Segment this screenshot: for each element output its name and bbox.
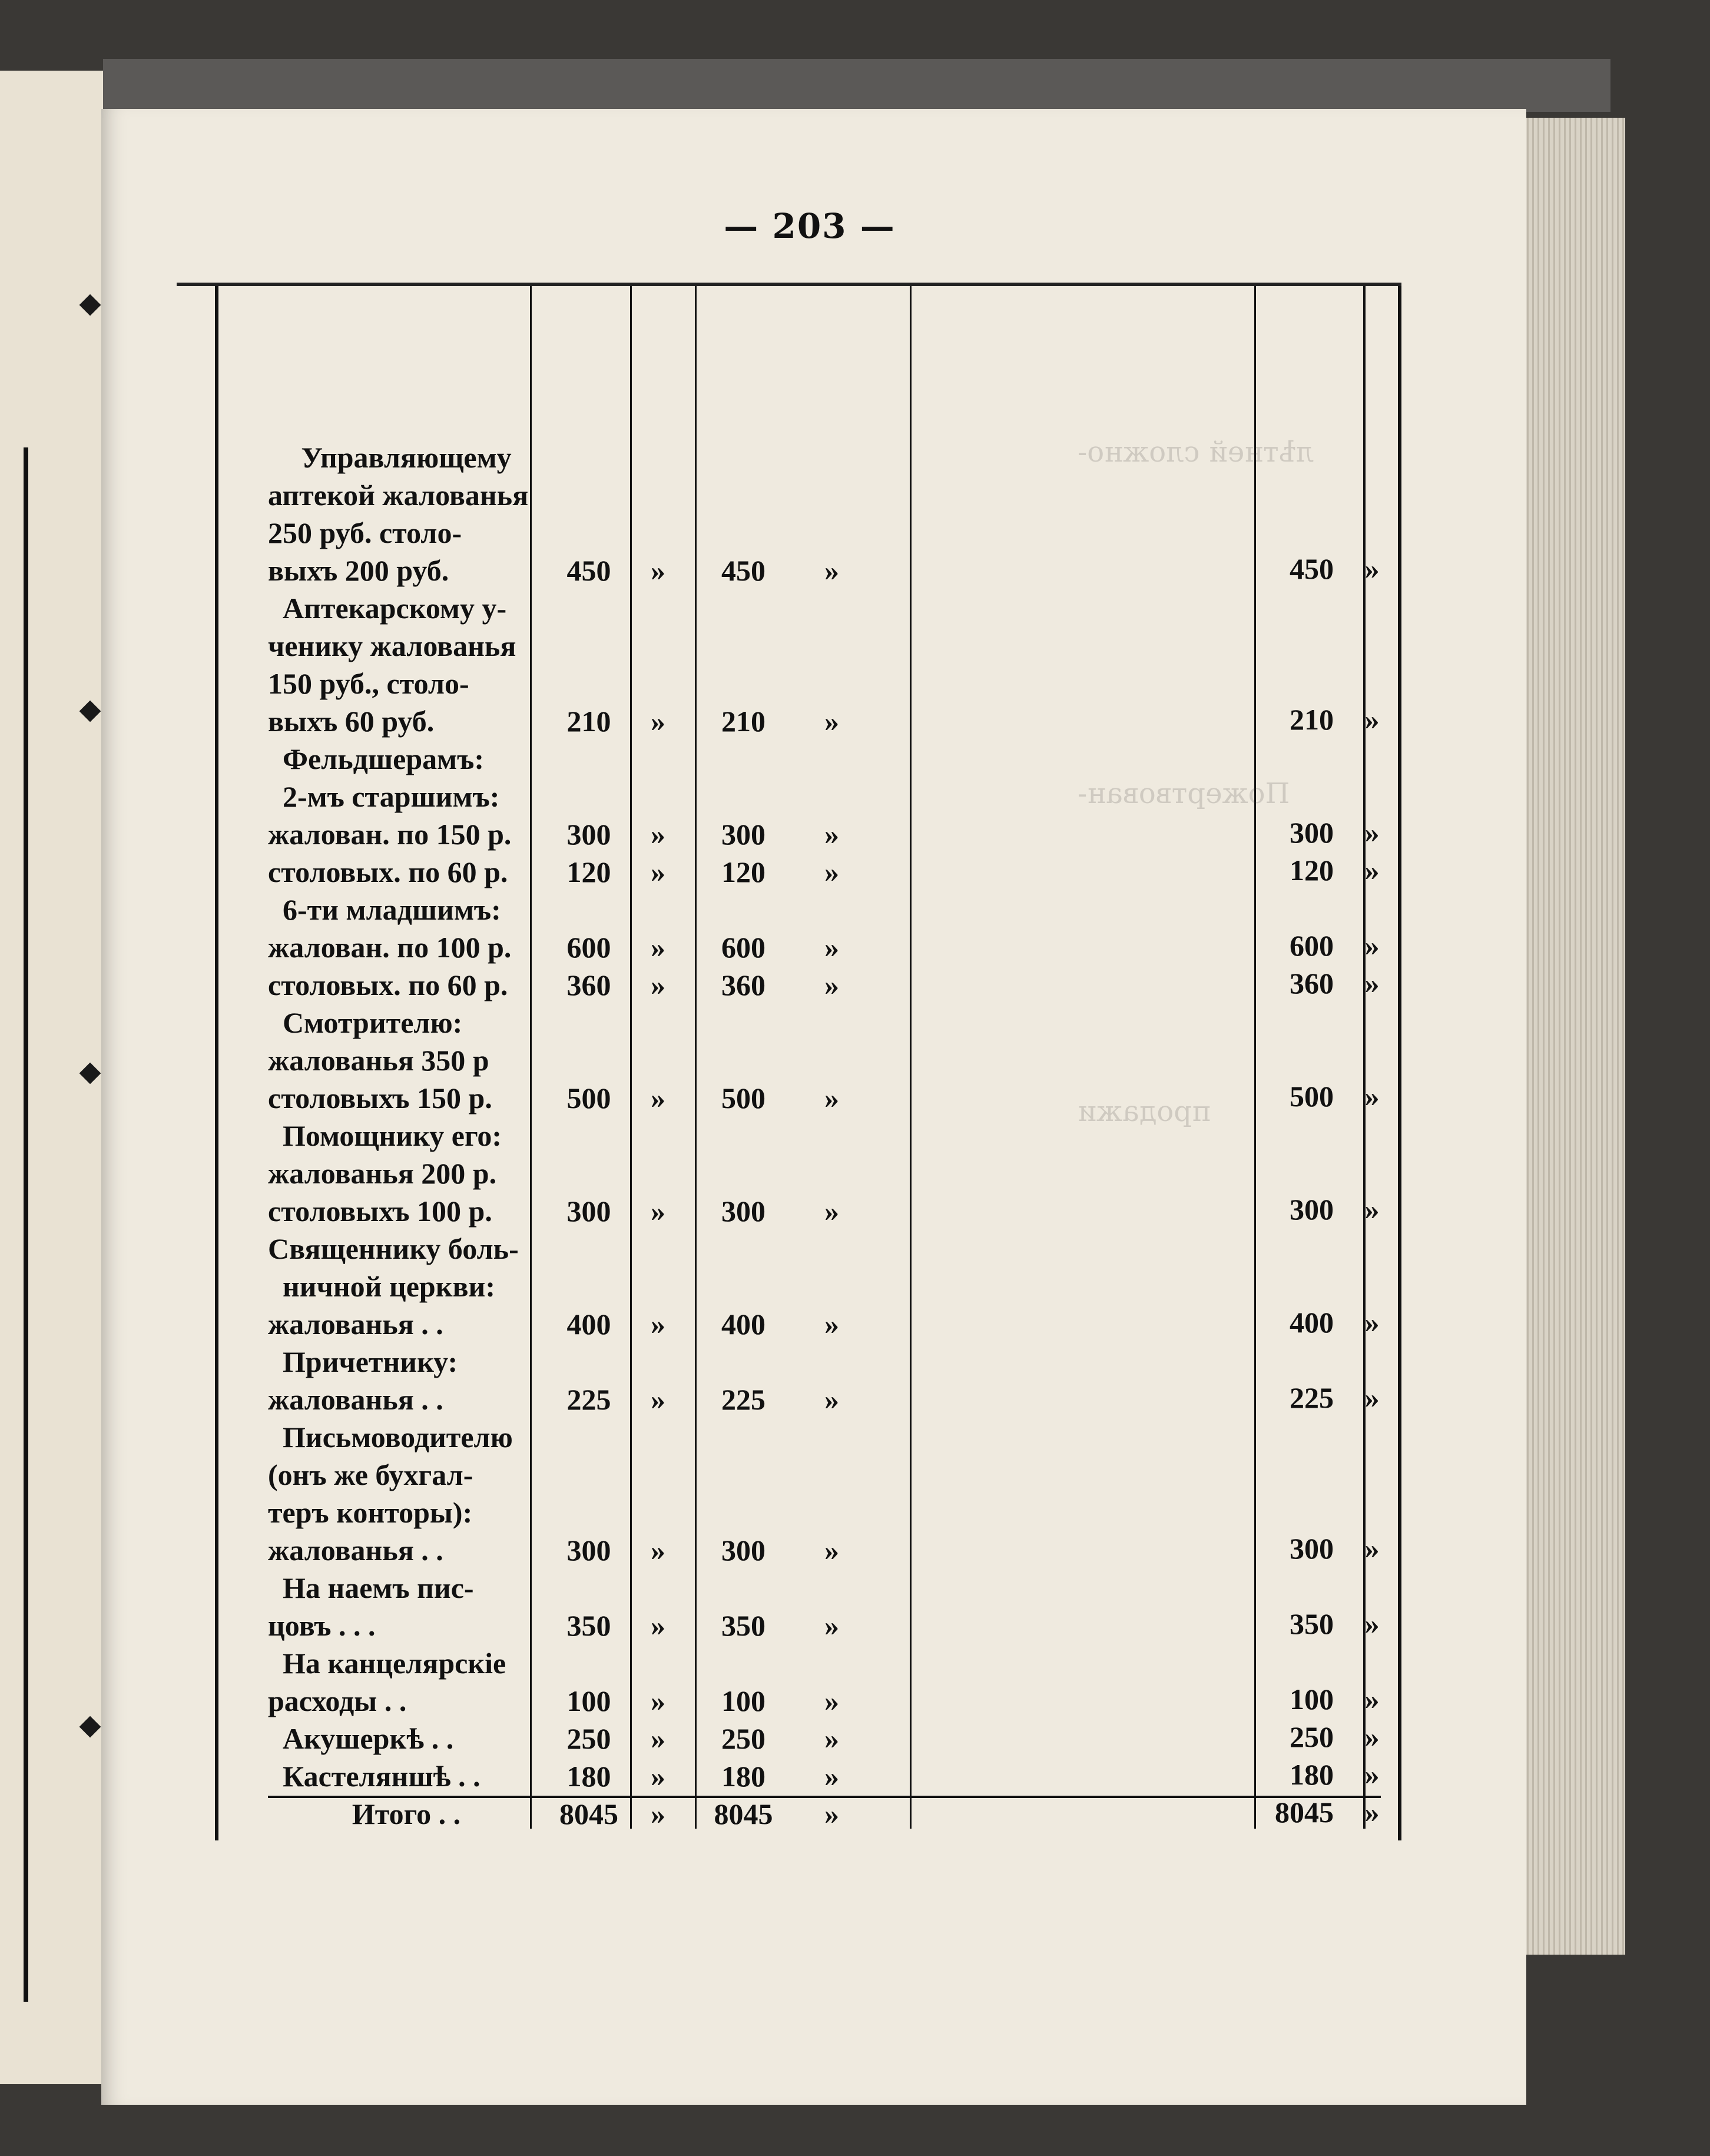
kopeck-cell (804, 1117, 860, 1155)
amount-cell (683, 1117, 804, 1155)
blank-cell (860, 740, 1466, 778)
amount-cell: 350 (721, 1609, 765, 1642)
kopeck-cell: » (651, 855, 665, 888)
row-label: жалованья . . (268, 1308, 443, 1341)
kopeck-cell: » (651, 1308, 665, 1341)
kopeck-cell (633, 778, 683, 815)
total-row (1248, 928, 1384, 966)
amount-cell: 400 (1290, 1306, 1334, 1339)
kopeck-cell: » (824, 1684, 839, 1717)
blank-cell (860, 589, 1466, 627)
binding-stitch (79, 1063, 101, 1084)
kopeck-cell (804, 1268, 860, 1305)
kopeck-cell (633, 665, 683, 702)
amount-cell: 500 (721, 1082, 765, 1115)
binding-stitch (79, 294, 101, 316)
table-row (268, 589, 1466, 627)
amount-cell (545, 665, 633, 702)
amount-cell: 300 (721, 1195, 765, 1228)
amount-cell: 8045 (1275, 1796, 1334, 1829)
blank-cell (860, 1230, 1466, 1268)
amount-cell (545, 1004, 633, 1041)
amount-cell (545, 1230, 633, 1268)
table-row (268, 1644, 1466, 1682)
kopeck-cell (804, 589, 860, 627)
blank-cell (860, 1004, 1466, 1041)
kopeck-cell (804, 1644, 860, 1682)
kopeck-cell: » (1364, 1532, 1380, 1565)
row-label: 6-ти младшимъ: (283, 893, 501, 926)
total-row (1248, 1757, 1384, 1795)
amount-cell: 350 (566, 1609, 611, 1642)
amount-cell: 300 (1290, 816, 1334, 849)
kopeck-cell: » (651, 1722, 665, 1755)
total-row (1248, 853, 1384, 891)
row-label: Акушеркѣ . . (283, 1722, 454, 1755)
amount-cell: 360 (1290, 967, 1334, 1000)
binding-stitch (79, 1716, 101, 1738)
amount-cell (545, 1041, 633, 1079)
amount-cell: 210 (566, 705, 611, 738)
amount-cell: 350 (1290, 1607, 1334, 1640)
amount-cell (683, 514, 804, 552)
amount-cell: 300 (721, 818, 765, 851)
blank-cell (860, 476, 1466, 514)
kopeck-cell (633, 514, 683, 552)
row-label: Письмоводителю (283, 1421, 513, 1454)
amount-cell (545, 1155, 633, 1192)
show-through-text: Пожертвован- (1078, 777, 1290, 810)
row-label: ничной церкви: (283, 1270, 496, 1303)
row-label: На наемъ пис- (283, 1571, 474, 1604)
amount-cell (683, 740, 804, 778)
row-label: Аптекарскому у- (283, 592, 507, 625)
amount-cell (683, 476, 804, 514)
amount-cell (683, 1494, 804, 1531)
blank-cell (860, 891, 1466, 928)
amount-cell (545, 778, 633, 815)
amount-cell (545, 1117, 633, 1155)
amount-cell: 180 (721, 1760, 765, 1793)
kopeck-cell: » (651, 1195, 665, 1228)
total-row (1248, 1305, 1384, 1343)
total-row (1248, 1720, 1384, 1757)
row-label: столовыхъ 100 р. (268, 1195, 492, 1228)
kopeck-cell (804, 1155, 860, 1192)
kopeck-cell (633, 589, 683, 627)
amount-cell: 300 (1290, 1532, 1334, 1565)
kopeck-cell: » (824, 1082, 839, 1115)
amount-cell: 300 (1290, 1193, 1334, 1226)
amount-cell: 500 (566, 1082, 611, 1115)
kopeck-cell (804, 627, 860, 665)
kopeck-cell: » (824, 1760, 839, 1793)
kopeck-cell: » (651, 1534, 665, 1567)
total-row (1248, 966, 1384, 1004)
row-label: 2-мъ старшимъ: (283, 780, 500, 813)
blank-cell (860, 1494, 1466, 1531)
total-row (1248, 1795, 1384, 1833)
table-row (268, 627, 1466, 665)
blank-cell (860, 1268, 1466, 1305)
kopeck-cell: » (824, 968, 839, 1001)
kopeck-cell: » (824, 1722, 839, 1755)
row-label: Смотрителю: (283, 1006, 463, 1039)
blank-cell (860, 1343, 1466, 1381)
amount-cell (545, 1494, 633, 1531)
kopeck-cell: » (1364, 816, 1380, 849)
amount-cell: 500 (1290, 1080, 1334, 1113)
kopeck-cell (804, 476, 860, 514)
left-page (0, 71, 105, 2084)
total-row (1248, 1192, 1384, 1230)
kopeck-cell (633, 1155, 683, 1192)
kopeck-cell: » (651, 818, 665, 851)
row-label: (онъ же бухгал- (268, 1458, 473, 1491)
kopeck-cell: » (1364, 1080, 1380, 1113)
kopeck-cell (804, 778, 860, 815)
blank-cell (860, 1569, 1466, 1607)
kopeck-cell (633, 1343, 683, 1381)
amount-cell: 120 (1290, 854, 1334, 887)
amount-cell (683, 439, 804, 476)
amount-cell (683, 627, 804, 665)
kopeck-cell: » (824, 554, 839, 587)
amount-cell: 120 (566, 855, 611, 888)
row-label: выхъ 60 руб. (268, 705, 435, 738)
kopeck-cell (804, 1343, 860, 1381)
total-separator (268, 1796, 1381, 1798)
kopeck-cell: » (651, 1797, 665, 1830)
amount-cell (545, 439, 633, 476)
row-label: Управляющему (301, 441, 512, 474)
table-row (268, 476, 1466, 514)
row-label: жалованья . . (268, 1383, 443, 1416)
table-row (268, 1268, 1466, 1305)
kopeck-cell: » (824, 818, 839, 851)
left-page-rule (0, 447, 28, 2002)
kopeck-cell (804, 1230, 860, 1268)
amount-cell: 100 (1290, 1683, 1334, 1716)
amount-cell: 225 (1290, 1381, 1334, 1414)
row-label: столовыхъ 150 р. (268, 1082, 492, 1115)
table-row (268, 1343, 1466, 1381)
kopeck-cell: » (651, 1609, 665, 1642)
row-label: На канцелярскіе (283, 1647, 506, 1680)
blank-cell (860, 1644, 1466, 1682)
kopeck-cell: » (1364, 703, 1380, 736)
amount-cell: 600 (1290, 929, 1334, 962)
kopeck-cell (804, 1494, 860, 1531)
kopeck-cell: » (1364, 1193, 1380, 1226)
kopeck-cell (633, 439, 683, 476)
row-label: жалованья 350 р (268, 1044, 489, 1077)
kopeck-cell (633, 1494, 683, 1531)
amount-cell (545, 740, 633, 778)
total-row (1248, 552, 1384, 589)
kopeck-cell (633, 1041, 683, 1079)
kopeck-cell (804, 891, 860, 928)
row-label: жалованья . . (268, 1534, 443, 1567)
total-row (1248, 702, 1384, 740)
kopeck-cell: » (1364, 1720, 1380, 1753)
amount-cell (683, 1155, 804, 1192)
kopeck-cell: » (824, 1609, 839, 1642)
kopeck-cell: » (824, 1308, 839, 1341)
kopeck-cell: » (1364, 1683, 1380, 1716)
kopeck-cell: » (1364, 1758, 1380, 1791)
amount-cell: 360 (721, 968, 765, 1001)
amount-cell: 8045 (714, 1797, 773, 1830)
amount-cell (545, 1268, 633, 1305)
table-row (268, 1155, 1466, 1192)
kopeck-cell (804, 1418, 860, 1456)
amount-cell (683, 1456, 804, 1494)
row-label: 150 руб., столо- (268, 667, 469, 700)
table-row (268, 665, 1466, 702)
amount-cell (545, 1343, 633, 1381)
amount-cell (545, 476, 633, 514)
amount-cell: 100 (566, 1684, 611, 1717)
kopeck-cell: » (651, 1684, 665, 1717)
kopeck-cell: » (824, 1534, 839, 1567)
kopeck-cell: » (824, 1797, 839, 1830)
amount-cell (683, 778, 804, 815)
row-label: Итого . . (352, 1797, 461, 1830)
kopeck-cell: » (651, 705, 665, 738)
row-label: аптекой жалованья (268, 479, 529, 512)
amount-cell: 450 (566, 554, 611, 587)
table-row (268, 1117, 1466, 1155)
kopeck-cell: » (824, 931, 839, 964)
kopeck-cell: » (651, 1082, 665, 1115)
amount-cell: 250 (721, 1722, 765, 1755)
kopeck-cell: » (824, 1383, 839, 1416)
amount-cell (545, 1644, 633, 1682)
table-row (268, 1456, 1466, 1494)
column-rule (215, 286, 218, 1840)
table-row (268, 514, 1466, 552)
amount-cell (683, 665, 804, 702)
blank-cell (860, 1041, 1466, 1079)
amount-cell: 180 (566, 1760, 611, 1793)
kopeck-cell: » (651, 554, 665, 587)
row-label: Помощнику его: (283, 1119, 502, 1152)
show-through-text: продажи (1078, 1095, 1211, 1128)
kopeck-cell (633, 1418, 683, 1456)
table-row (268, 740, 1466, 778)
blank-cell (860, 665, 1466, 702)
total-row (1248, 1381, 1384, 1418)
amount-cell (683, 1004, 804, 1041)
kopeck-cell (633, 1644, 683, 1682)
total-row (1248, 815, 1384, 853)
kopeck-cell (633, 1569, 683, 1607)
blank-cell (860, 514, 1466, 552)
row-label: жалованья 200 р. (268, 1157, 497, 1190)
row-label: жалован. по 150 р. (268, 818, 512, 851)
row-label: цовъ . . . (268, 1609, 376, 1642)
row-label: Кастеляншѣ . . (283, 1760, 480, 1793)
kopeck-cell: » (1364, 1796, 1380, 1829)
amount-cell (545, 627, 633, 665)
kopeck-cell (633, 1004, 683, 1041)
kopeck-cell: » (824, 855, 839, 888)
total-row (1248, 1682, 1384, 1720)
kopeck-cell: » (651, 968, 665, 1001)
kopeck-cell: » (1364, 967, 1380, 1000)
table-row (268, 1569, 1466, 1607)
kopeck-cell (804, 740, 860, 778)
amount-cell (683, 1041, 804, 1079)
amount-cell (683, 891, 804, 928)
table-row (268, 1041, 1466, 1079)
kopeck-cell (633, 1230, 683, 1268)
amount-cell: 210 (721, 705, 765, 738)
amount-cell (545, 1418, 633, 1456)
blank-cell (860, 1456, 1466, 1494)
amount-cell: 180 (1290, 1758, 1334, 1791)
row-label: ченику жалованья (268, 629, 516, 662)
blank-cell (860, 1155, 1466, 1192)
kopeck-cell (804, 439, 860, 476)
kopeck-cell: » (824, 705, 839, 738)
kopeck-cell: » (651, 931, 665, 964)
amount-cell: 300 (566, 818, 611, 851)
amount-cell (545, 1456, 633, 1494)
amount-cell (683, 1569, 804, 1607)
kopeck-cell (633, 1456, 683, 1494)
table-row (268, 1230, 1466, 1268)
amount-cell (683, 1230, 804, 1268)
row-label: 250 руб. столо- (268, 516, 462, 549)
amount-cell: 225 (721, 1383, 765, 1416)
table-row (268, 891, 1466, 928)
kopeck-cell: » (1364, 552, 1380, 585)
total-row (1248, 1531, 1384, 1569)
amount-cell: 450 (1290, 552, 1334, 585)
amount-cell: 360 (566, 968, 611, 1001)
amount-cell (545, 514, 633, 552)
show-through-text: лѣтней сложно- (1078, 436, 1314, 469)
amount-cell: 120 (721, 855, 765, 888)
kopeck-cell: » (1364, 1381, 1380, 1414)
kopeck-cell: » (824, 1195, 839, 1228)
row-label: теръ конторы): (268, 1496, 473, 1529)
kopeck-cell: » (1364, 854, 1380, 887)
amount-cell: 300 (566, 1534, 611, 1567)
kopeck-cell (804, 514, 860, 552)
kopeck-cell: » (1364, 1607, 1380, 1640)
total-row (1248, 1079, 1384, 1117)
kopeck-cell (633, 1117, 683, 1155)
amount-cell (683, 1418, 804, 1456)
kopeck-cell: » (1364, 929, 1380, 962)
kopeck-cell (804, 1041, 860, 1079)
kopeck-cell (633, 1268, 683, 1305)
kopeck-cell (804, 1569, 860, 1607)
blank-cell (860, 1418, 1466, 1456)
table-row (268, 1494, 1466, 1531)
amount-cell: 210 (1290, 703, 1334, 736)
amount-cell: 300 (721, 1534, 765, 1567)
amount-cell (545, 589, 633, 627)
page-number: — 203 — (724, 206, 896, 246)
amount-cell: 250 (566, 1722, 611, 1755)
amount-cell: 400 (566, 1308, 611, 1341)
kopeck-cell (633, 476, 683, 514)
amount-cell: 225 (566, 1383, 611, 1416)
row-label: жалован. по 100 р. (268, 931, 512, 964)
kopeck-cell (633, 740, 683, 778)
amount-cell: 100 (721, 1684, 765, 1717)
kopeck-cell (804, 1004, 860, 1041)
row-label: Священнику боль- (268, 1232, 519, 1265)
amount-cell: 600 (721, 931, 765, 964)
row-label: выхъ 200 руб. (268, 554, 449, 587)
table-row (268, 1418, 1466, 1456)
amount-cell (683, 1268, 804, 1305)
kopeck-cell: » (651, 1760, 665, 1793)
amount-cell: 250 (1290, 1720, 1334, 1753)
kopeck-cell (633, 627, 683, 665)
total-row (1248, 1607, 1384, 1644)
amount-cell: 600 (566, 931, 611, 964)
row-label: столовых. по 60 р. (268, 968, 508, 1001)
amount-cell (545, 1569, 633, 1607)
book-spine-top (103, 59, 1610, 112)
binding-stitch (79, 701, 101, 722)
row-label: Фельдшерамъ: (283, 742, 484, 775)
row-label: расходы . . (268, 1684, 407, 1717)
amount-cell (545, 891, 633, 928)
kopeck-cell: » (1364, 1306, 1380, 1339)
table-row (268, 1004, 1466, 1041)
row-label: Причетнику: (283, 1345, 458, 1378)
kopeck-cell: » (651, 1383, 665, 1416)
kopeck-cell (804, 1456, 860, 1494)
amount-cell: 400 (721, 1308, 765, 1341)
amount-cell (683, 1343, 804, 1381)
blank-cell (860, 627, 1466, 665)
amount-cell: 450 (721, 554, 765, 587)
kopeck-cell (804, 665, 860, 702)
amount-cell (683, 1644, 804, 1682)
row-label: столовых. по 60 р. (268, 855, 508, 888)
amount-cell: 8045 (559, 1797, 618, 1830)
amount-cell: 300 (566, 1195, 611, 1228)
amount-cell (683, 589, 804, 627)
kopeck-cell (633, 891, 683, 928)
